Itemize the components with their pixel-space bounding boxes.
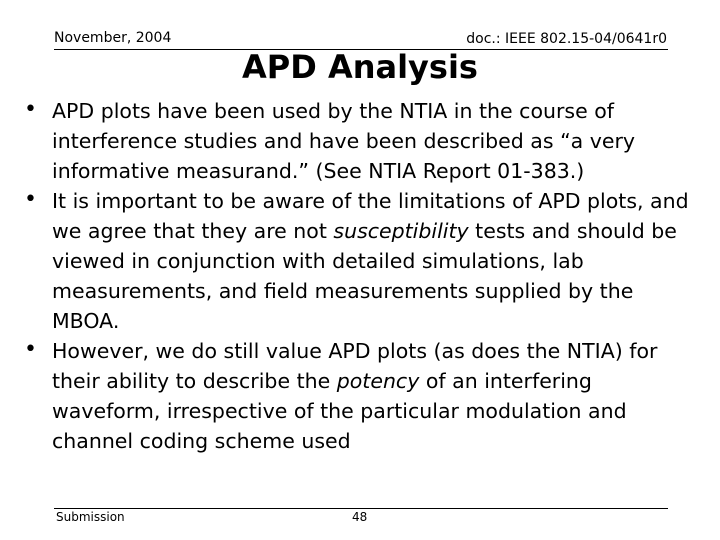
bullet-item bbox=[24, 336, 692, 456]
footer-submission-label: Submission bbox=[56, 510, 125, 524]
bullet-dot-icon: • bbox=[24, 97, 37, 122]
bullet-text-part: However, we do still value APD plots (as does the NTIA) for their ability to describe the bbox=[52, 339, 658, 393]
bullet-text bbox=[52, 339, 657, 453]
header-doc-id: doc.: IEEE 802.15-04/0641r0 bbox=[466, 31, 667, 47]
bullet-text-part: of an interfering waveform, irrespective of the particular modulation and channel coding scheme used bbox=[52, 369, 627, 453]
bullet-dot-icon: • bbox=[24, 187, 37, 212]
bullet-text-emphasis: susceptibility bbox=[333, 219, 469, 243]
bullet-text-emphasis: potency bbox=[336, 369, 420, 393]
bullet-item bbox=[24, 186, 692, 336]
bullet-item bbox=[24, 96, 692, 186]
bullet-text-part: APD plots have been used by the NTIA in the course of interference studies and have been described as “a very informative measurand.” (See NTIA Report 01-383.) bbox=[52, 99, 636, 183]
footer-page-number: 48 bbox=[352, 510, 368, 524]
bullet-text bbox=[52, 189, 689, 333]
bullet-text-part: tests and should be viewed in conjunction with detailed simulations, lab measurements, and field measurements supplied by the MBOA. bbox=[52, 219, 677, 333]
bullet-dot-icon: • bbox=[24, 337, 37, 362]
bullet-list bbox=[24, 96, 692, 456]
header-date: November, 2004 bbox=[54, 30, 172, 46]
bullet-text bbox=[52, 99, 635, 183]
slide-title: APD Analysis bbox=[242, 48, 478, 86]
footer-rule bbox=[54, 508, 668, 509]
bullet-text-part: It is important to be aware of the limitations of APD plots, and we agree that they are not bbox=[52, 189, 689, 243]
